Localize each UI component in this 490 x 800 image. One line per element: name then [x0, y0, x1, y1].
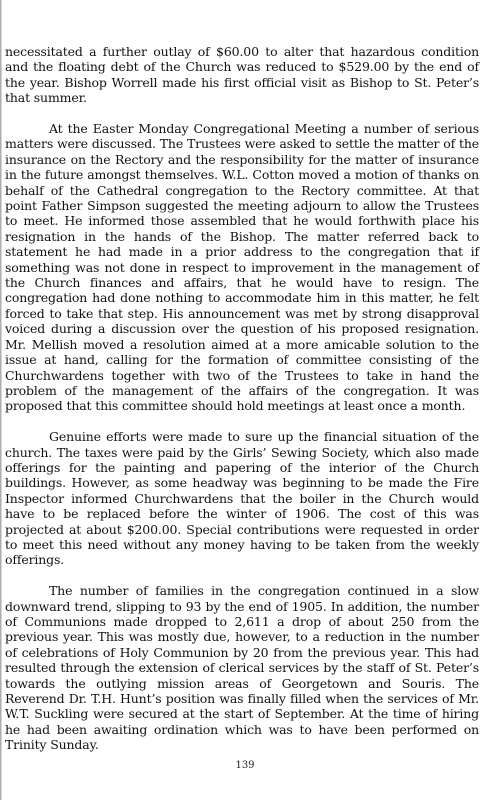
page-number: 139: [235, 760, 255, 771]
scan-edge-shadow: [0, 0, 2, 800]
document-page: [5, 44, 479, 753]
paragraph-financial-efforts: Genuine efforts were made to sure up the financial situation of the church. The taxes were paid by the Girls’ Sewing Society, which also made offerings for the painting and papering of the interior of the Church buildings. However, as some headway was beginning to be made the Fire Inspector informed Churchwardens that the boiler in the Church would have to be replaced before the winter of 1906. The cost of this was projected at about $200.00. Special contributions were requested in order to meet this need without any money having to be taken from the weekly offerings.: [5, 429, 479, 568]
paragraph-congregation-numbers: The number of families in the congregation continued in a slow downward trend, slipping to 93 by the end of 1905. In addition, the number of Communions made dropped to 2,611 a drop of about 250 from the previous year. This was mostly due, however, to a reduction in the number of celebrations of Holy Communion by 20 from the previous year. This had resulted through the extension of clerical services by the staff of St. Peter’s towards the outlying mission areas of Georgetown and Souris. The Reverend Dr. T.H. Hunt’s position was finally filled when the services of Mr. W.T. Suckling were secured at the start of September. At the time of hiring he had been awaiting ordination which was to have been performed on Trinity Sunday.: [5, 583, 479, 753]
paragraph-easter-meeting: At the Easter Monday Congregational Meeting a number of serious matters were discussed. The Trustees were asked to settle the matter of the insurance on the Rectory and the responsibility for the matter of insurance in the future amongst themselves. W.L. Cotton moved a motion of thanks on behalf of the Cathedral congregation to the Rectory committee. At that point Father Simpson suggested the meeting adjourn to allow the Trustees to meet. He informed those assembled that he would forthwith place his resignation in the hands of the Bishop. The matter referred back to statement he had made in a prior address to the congregation that if something was not done in respect to improvement in the management of the Church finances and affairs, that he would have to resign. The congregation had done nothing to accommodate him in this matter, he felt forced to take that step. His announcement was met by strong disapproval voiced during a discussion over the question of his proposed resignation. Mr. Mellish moved a resolution aimed at a more amicable solution to the issue at hand, calling for the formation of committee consisting of the Churchwardens together with two of the Trustees to take in hand the problem of the management of the affairs of the congregation. It was proposed that this committee should hold meetings at least once a month.: [5, 121, 479, 414]
paragraph-continuation: necessitated a further outlay of $60.00 to alter that hazardous condition and the floating debt of the Church was reduced to $529.00 by the end of the year. Bishop Worrell made his first official visit as Bishop to St. Peter’s that summer.: [5, 44, 479, 106]
